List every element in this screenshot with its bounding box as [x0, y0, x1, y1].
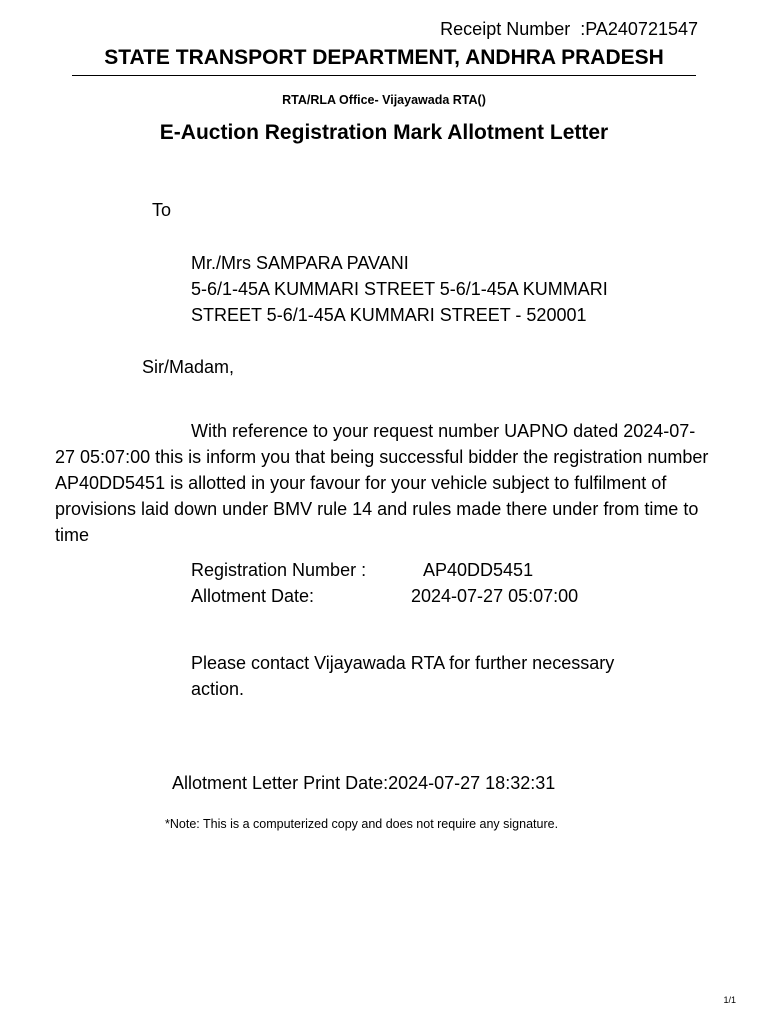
page-indicator: 1/1 [723, 995, 736, 1005]
registration-number-value: AP40DD5451 [423, 560, 534, 580]
registration-number-label: Registration Number : [191, 560, 367, 580]
receipt-number: Receipt Number :PA240721547 [440, 19, 698, 39]
letter-title: E-Auction Registration Mark Allotment Letter [159, 121, 609, 144]
addressee-address: 5-6/1-45A KUMMARI STREET 5-6/1-45A KUMMARI STREET 5-6/1-45A KUMMARI STREET - 520001 [191, 279, 608, 325]
allotment-date-value: 2024-07-27 05:07:00 [411, 586, 579, 606]
salutation: Sir/Madam, [142, 357, 235, 377]
body-paragraph: With reference to your request number UAPNO dated 2024-07-27 05:07:00 this is inform you that being successful bidder the registration number AP40DD5451 is allotted in your favour for your vehicle subject to fulfilment of provisions laid down under BMV rule 14 and rules made there under from time to time [55, 421, 709, 545]
print-date: Allotment Letter Print Date:2024-07-27 18:32:31 [172, 773, 556, 793]
allotment-date-label: Allotment Date: [191, 586, 315, 606]
office-name: RTA/RLA Office- Vijayawada RTA() [282, 93, 486, 107]
addressee-name: Mr./Mrs SAMPARA PAVANI [191, 253, 409, 273]
signature-note: *Note: This is a computerized copy and does not require any signature. [165, 817, 559, 831]
contact-instruction: Please contact Vijayawada RTA for further necessary action. [191, 653, 615, 699]
to-label: To [152, 200, 172, 220]
department-heading: STATE TRANSPORT DEPARTMENT, ANDHRA PRADESH [72, 46, 696, 76]
